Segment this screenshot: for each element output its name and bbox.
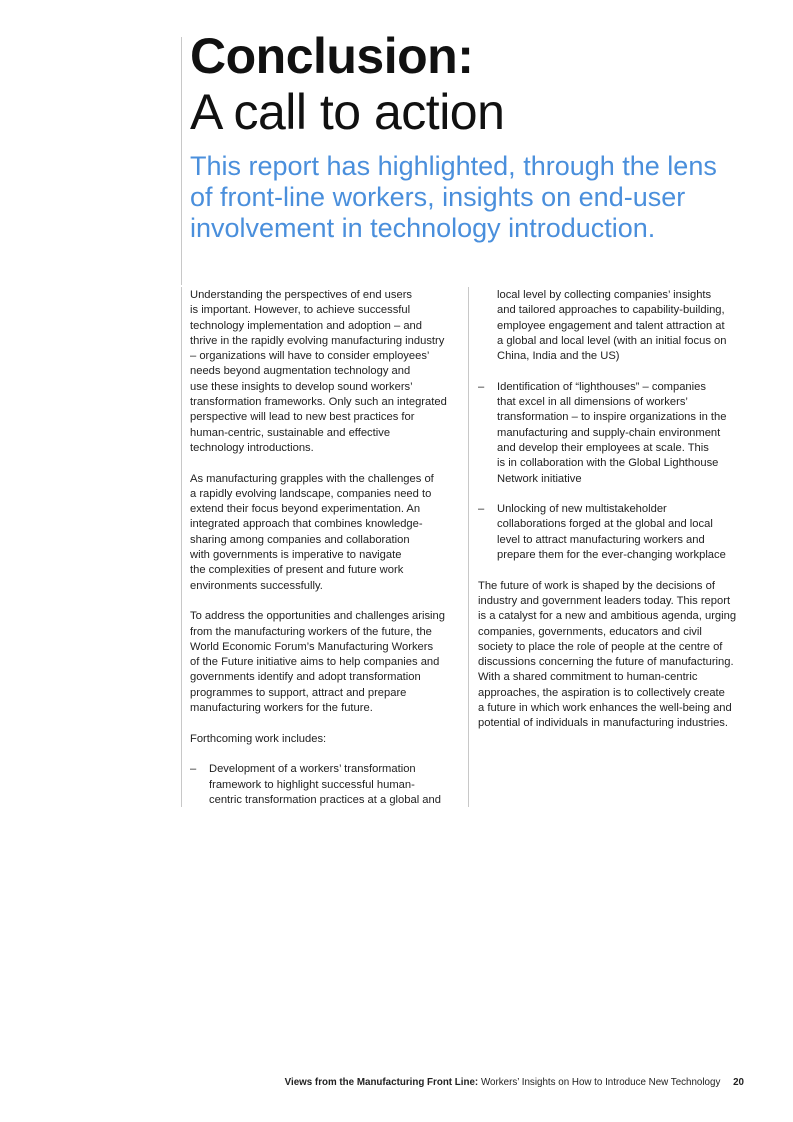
- text-line: human-centric, sustainable and effective: [190, 426, 391, 439]
- lead-line: of front-line workers, insights on end-user: [190, 182, 686, 212]
- text-line: society to place the role of people at the centre of: [478, 640, 723, 653]
- left-column: [190, 288, 462, 823]
- text-line: With a shared commitment to human-centric: [478, 671, 698, 684]
- paragraph-future-of-work: [478, 579, 750, 732]
- bullet-dash: –: [478, 380, 485, 393]
- text-line: Network initiative: [497, 472, 582, 485]
- text-line: transformation frameworks. Only such an integrated: [190, 396, 447, 409]
- text-line: level to attract manufacturing workers and: [497, 533, 705, 546]
- text-line: China, India and the US): [497, 350, 620, 363]
- text-line: – organizations will have to consider employees’: [190, 350, 430, 363]
- right-column: [478, 288, 750, 747]
- text-line: local level by collecting companies’ insights: [497, 289, 712, 301]
- text-line: Forthcoming work includes:: [190, 732, 327, 745]
- text-line: and develop their employees at scale. This: [497, 441, 709, 454]
- center-column-rule: [468, 287, 469, 807]
- bullet-item-lighthouses: [478, 380, 750, 487]
- text-line: industry and government leaders today. This report: [478, 594, 731, 607]
- text-line: that excel in all dimensions of workers’: [497, 396, 688, 409]
- text-line: with governments is imperative to navigate: [190, 549, 402, 562]
- page-subtitle: A call to action: [190, 84, 505, 140]
- lead-line: involvement in technology introduction.: [190, 213, 656, 243]
- lead-paragraph: [190, 151, 750, 244]
- text-line: technology introductions.: [190, 441, 314, 454]
- text-line: environments successfully.: [190, 579, 323, 592]
- text-line: a future in which work enhances the well-being and: [478, 702, 732, 715]
- left-column-rule: [181, 287, 182, 807]
- text-line: To address the opportunities and challenges arising: [190, 610, 445, 623]
- text-line: The future of work is shaped by the decisions of: [478, 579, 715, 592]
- bullet-dash: –: [478, 503, 485, 516]
- text-line: Understanding the perspectives of end users: [190, 289, 413, 301]
- text-line: the complexities of present and future work: [190, 564, 404, 577]
- bullet-item-collaborations: [478, 502, 750, 563]
- text-line: potential of individuals in manufacturing industries.: [478, 717, 728, 730]
- text-line: Identification of “lighthouses” – companies: [497, 380, 706, 393]
- text-line: thrive in the rapidly evolving manufacturing industry: [190, 334, 445, 347]
- text-line: approaches, the aspiration is to collectively create: [478, 686, 725, 699]
- lead-line: This report has highlighted, through the lens: [190, 151, 717, 181]
- text-line: of the Future initiative aims to help companies and: [190, 656, 440, 669]
- text-line: extend their focus beyond experimentation. An: [190, 503, 421, 516]
- text-line: perspective will lead to new best practices for: [190, 411, 415, 424]
- text-line: transformation – to inspire organizations in the: [497, 411, 727, 424]
- bullet-dash: –: [190, 763, 197, 776]
- page-footer: [285, 1077, 744, 1089]
- footer-report-subtitle: Workers’ Insights on How to Introduce New Technology: [480, 1077, 721, 1088]
- text-line: governments identify and adopt transformation: [190, 671, 421, 684]
- text-line: and tailored approaches to capability-building,: [497, 304, 725, 317]
- text-line: World Economic Forum’s Manufacturing Workers: [190, 640, 434, 653]
- footer-report-title: Views from the Manufacturing Front Line:: [284, 1077, 479, 1088]
- text-line: sharing among companies and collaboration: [190, 533, 410, 546]
- text-line: a global and local level (with an initial focus on: [497, 334, 727, 347]
- text-line: Development of a workers’ transformation: [209, 763, 416, 776]
- title-rule: [181, 37, 182, 285]
- text-line: from the manufacturing workers of the future, the: [190, 625, 432, 638]
- text-line: manufacturing workers for the future.: [190, 702, 373, 715]
- text-line: As manufacturing grapples with the challenges of: [190, 472, 434, 485]
- bullet-item-framework: [190, 762, 462, 808]
- paragraph-initiative: [190, 609, 462, 716]
- text-line: programmes to support, attract and prepare: [190, 686, 407, 699]
- text-line: Unlocking of new multistakeholder: [497, 503, 667, 516]
- paragraph-forthcoming: [190, 732, 462, 747]
- text-line: technology implementation and adoption – and: [190, 319, 422, 332]
- text-line: manufacturing and supply-chain environment: [497, 426, 721, 439]
- text-line: is in collaboration with the Global Lighthouse: [497, 457, 719, 470]
- text-line: is a catalyst for a new and ambitious agenda, urging: [478, 610, 737, 623]
- bullet-continuation: [478, 288, 750, 364]
- text-line: prepare them for the ever-changing workplace: [497, 549, 726, 562]
- text-line: needs beyond augmentation technology and: [190, 365, 411, 378]
- paragraph-end-users: [190, 288, 462, 456]
- text-line: integrated approach that combines knowledge-: [190, 518, 423, 531]
- text-line: framework to highlight successful human-: [209, 778, 415, 791]
- text-line: discussions concerning the future of manufacturing.: [478, 656, 734, 669]
- text-line: collaborations forged at the global and local: [497, 518, 713, 531]
- text-line: use these insights to develop sound workers’: [190, 380, 413, 393]
- text-line: companies, governments, educators and civil: [478, 625, 702, 638]
- text-line: is important. However, to achieve successful: [190, 304, 411, 317]
- text-line: employee engagement and talent attraction at: [497, 319, 725, 332]
- text-line: a rapidly evolving landscape, companies need to: [190, 487, 432, 500]
- paragraph-manufacturing-challenges: [190, 472, 462, 594]
- text-line: centric transformation practices at a global and: [209, 793, 441, 806]
- page-number: 20: [733, 1077, 744, 1088]
- page-title: Conclusion:: [190, 28, 474, 84]
